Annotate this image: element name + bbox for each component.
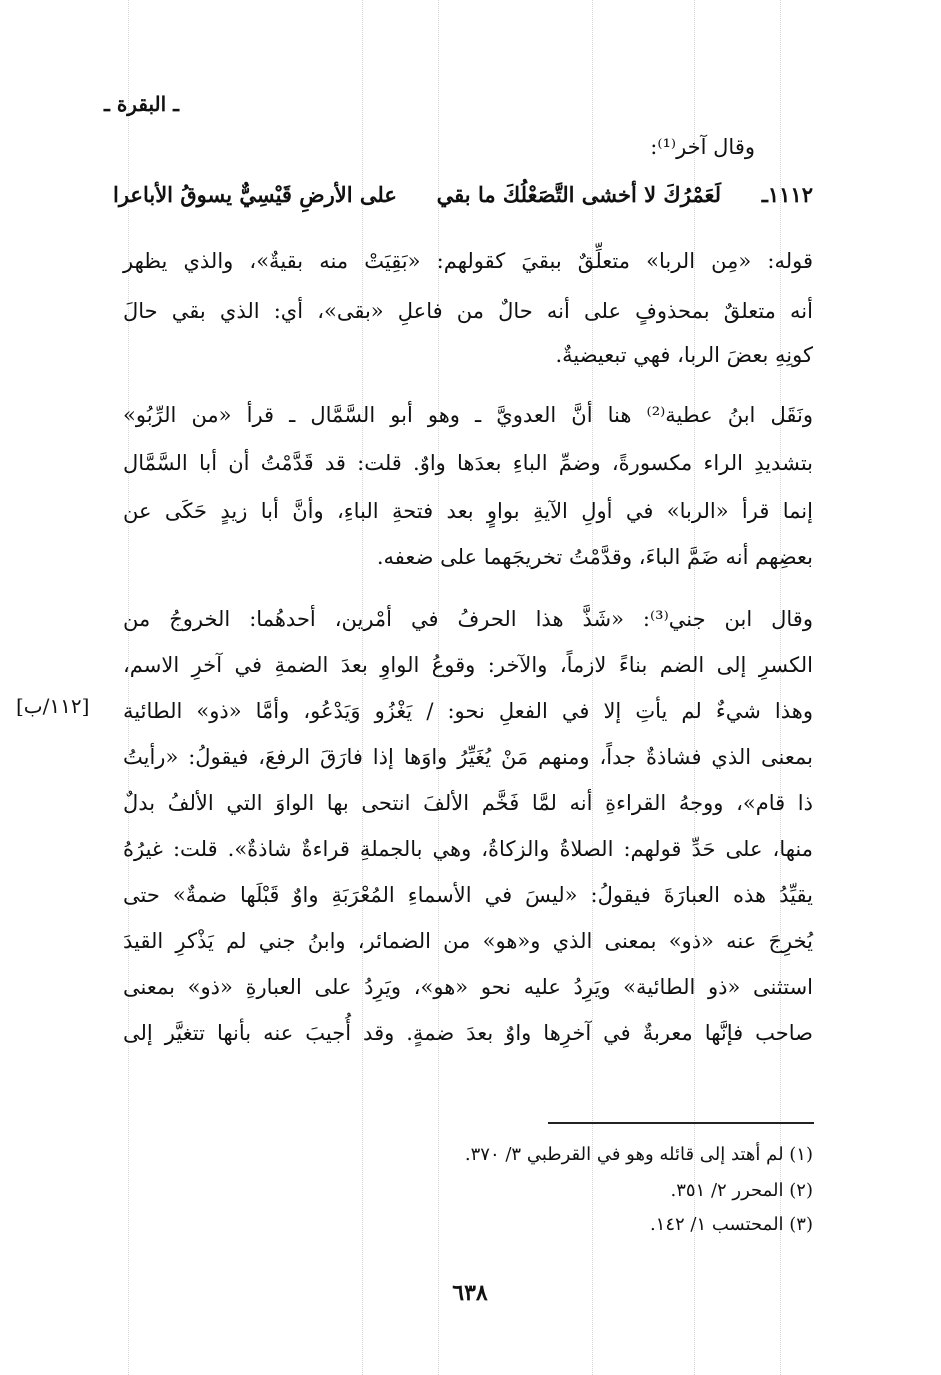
- poetry-verse: [113, 182, 813, 222]
- verse-number: ١١١٢ـ: [761, 182, 813, 207]
- body-line: يُخرِجَ عنه «ذو» بمعنى الذي و«هو» من الضمائر، وابنُ جني لم يَذْكرِ القيدَ: [123, 929, 813, 953]
- body-line: يقيِّدُ هذه العبارَةَ فيقولُ: «ليسَ في الأسماءِ المُعْرَبَةِ واوٌ قَبْلَها ضمةٌ» حتى: [123, 883, 813, 907]
- verse-intro: وقال آخر⁽¹⁾:: [650, 135, 755, 159]
- footnote: (٢) المحرر ٢/ ٣٥١.: [670, 1180, 813, 1201]
- footnote: (٣) المحتسب ١/ ١٤٢.: [649, 1214, 813, 1235]
- verse-first-hemistich: لَعَمْرُكَ لا أخشى التَّصَعْلُكَ ما بقي: [436, 182, 721, 207]
- manuscript-folio-marker: [١١٢/ب]: [16, 694, 90, 718]
- body-line: بتشديدِ الراء مكسورةً، وضمِّ الباءِ بعدَها واوٌ. قلت: قد قَدَّمْتُ أن أبا السَّمَّال: [123, 451, 813, 475]
- body-line: بمعنى الذي فشاذةٌ جداً، ومنهم مَنْ يُغَيِّرُ واوَها إذا فارَقَ الرفعَ، فيقولُ: «رأيتُ: [123, 745, 813, 769]
- body-line: الكسرِ إلى الضم بناءً لازماً، والآخر: وقوعُ الواوِ بعدَ الضمةِ في آخرِ الاسم،: [123, 653, 813, 677]
- body-line: قوله: «مِن الربا» متعلِّقٌ ببقيَ كقولهم: «بَقِيَتْ منه بقيةٌ»، والذي يظهر: [123, 249, 813, 273]
- body-line: بعضِهم أنه ضَمَّ الباءَ، وقدَّمْتُ تخريجَهما على ضعفه.: [376, 545, 813, 569]
- body-line: أنه متعلقٌ بمحذوفٍ على أنه حالٌ من فاعلِ «بقى»، أي: الذي بقي حالَ: [123, 299, 813, 323]
- body-line: ونَقَل ابنُ عطية⁽²⁾ هنا أنَّ العدويَّ ـ وهو أبو السَّمَّال ـ قرأ «من الرِّبُو»: [123, 403, 813, 427]
- body-line: منها، على حَدِّ قولهم: الصلاةُ والزكاةُ، وهي بالجملةِ قراءةٌ شاذةٌ». قلت: غيرُهُ: [123, 837, 813, 861]
- body-line: وقال ابن جني⁽³⁾: «شَذَّ هذا الحرفُ في أمْرين، أحدهُما: الخروجُ من: [123, 607, 813, 631]
- running-head: ـ البقرة ـ: [104, 92, 179, 116]
- body-line: استثنى «ذو الطائية» ويَرِدُ عليه نحو «هو»، ويَرِدُ على العبارةِ «ذو» بمعنى: [123, 975, 813, 999]
- body-line: ذا قام»، ووجهُ القراءةِ أنه لمَّا فَخَّم الألفَ انتحى بها الواوَ التي الألفُ بدلٌ: [123, 791, 813, 815]
- footnote: (١) لم أهتد إلى قائله وهو في القرطبي ٣/ ٣٧٠.: [464, 1144, 813, 1165]
- body-line: كونِهِ بعضَ الربا، فهي تبعيضيةٌ.: [555, 343, 813, 367]
- verse-second-hemistich: على الأرضِ قَيْسِيٌّ يسوقُ الأباعرا: [113, 182, 397, 207]
- body-line: صاحب فإنَّها معربةٌ في آخرِها واوٌ بعدَ ضمةٍ. وقد أُجيبَ عنه بأنها تتغيَّر إلى: [123, 1021, 813, 1045]
- body-line: وهذا شيءٌ لم يأتِ إلا في الفعلِ نحو: / يَغْزُو وَيَدْعُو، وأمَّا «ذو» الطائية: [123, 699, 813, 723]
- body-line: إنما قرأ «الربا» في أولِ الآيةِ بواوٍ بعد فتحةِ الباءِ، وأنَّ أبا زيدٍ حَكَى عن: [123, 499, 813, 523]
- footnote-separator: [548, 1122, 814, 1124]
- page-number: ٦٣٨: [452, 1280, 488, 1306]
